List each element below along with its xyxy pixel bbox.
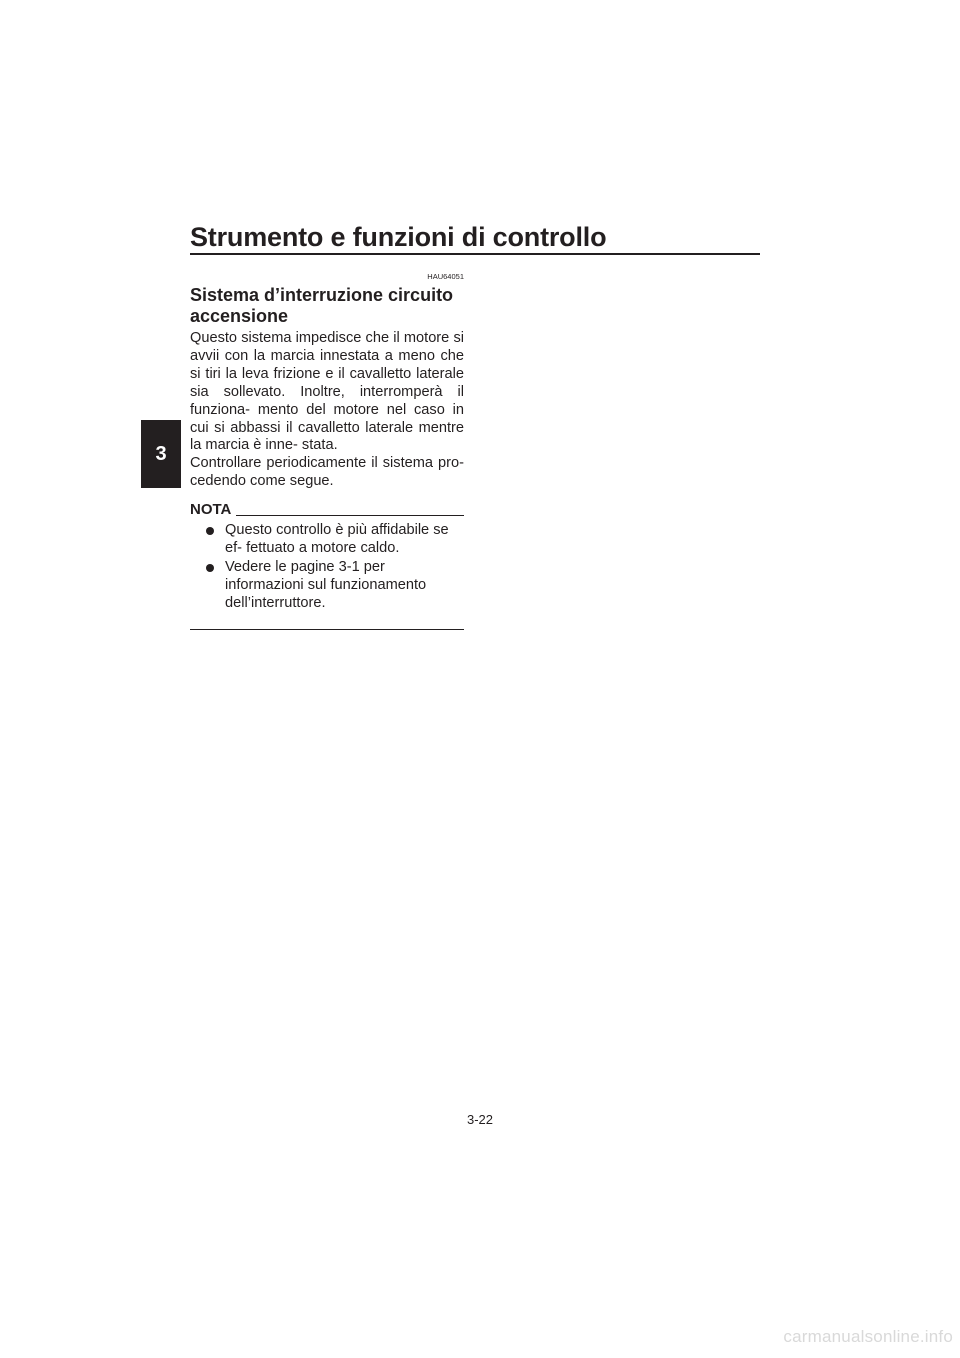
- bullet-icon: [206, 564, 214, 572]
- note-end-rule: [190, 629, 464, 630]
- body-paragraph: Controllare periodicamente il sistema pro- cedendo come segue.: [190, 455, 464, 490]
- watermark: carmanualsonline.info: [783, 1327, 953, 1346]
- note-header: [190, 501, 464, 519]
- body-paragraph: Questo sistema impedisce che il motore si avvii con la marcia innestata a meno che si tiri la leva frizione e il cavalletto laterale sia sollevato. Inoltre, interromperà il funziona- mento del motore nel caso in cui si abbassi il cavalletto laterale mentre la marcia è inne- stata.: [190, 330, 464, 454]
- note-label: NOTA: [190, 501, 232, 519]
- title-divider: [190, 253, 760, 255]
- list-item: [190, 559, 464, 613]
- note-list: [190, 522, 464, 613]
- section-heading: Sistema d’interruzione circuito accensione: [190, 285, 454, 326]
- chapter-tab: 3: [141, 420, 181, 488]
- bullet-icon: [206, 527, 214, 535]
- page-title: Strumento e funzioni di controllo: [190, 222, 607, 252]
- note-header-rule: [236, 515, 464, 516]
- note-item-text: Questo controllo è più affidabile se ef- fettuato a motore caldo.: [225, 522, 449, 557]
- list-item: [190, 522, 464, 558]
- note-box: [190, 501, 464, 630]
- page-number: 3-22: [466, 1112, 494, 1127]
- reference-code: HAU64051: [427, 272, 464, 281]
- note-item-text: Vedere le pagine 3-1 per informazioni sul funzionamento dell’interruttore.: [225, 558, 427, 611]
- content-column: [190, 272, 464, 630]
